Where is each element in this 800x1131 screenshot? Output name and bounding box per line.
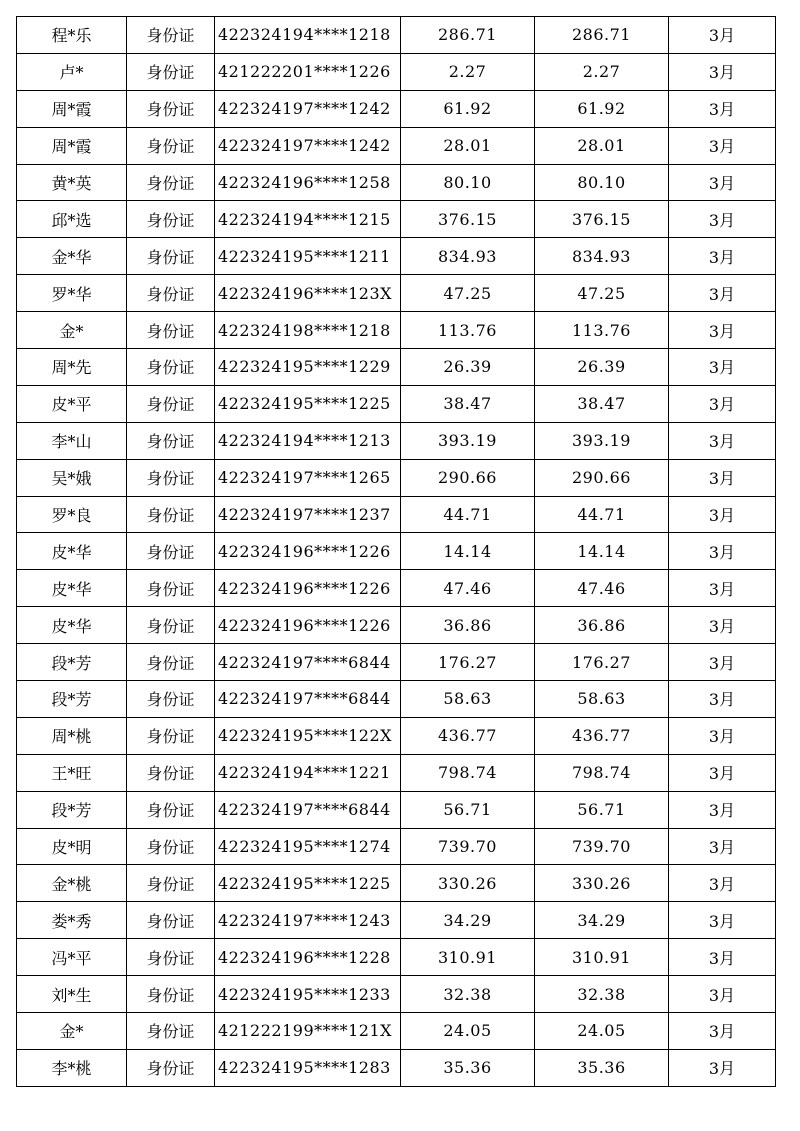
- id-number-cell: 421222201****1226: [215, 53, 401, 90]
- id-number-cell: 422324196****1228: [215, 939, 401, 976]
- id-number-cell: 422324196****1226: [215, 607, 401, 644]
- amount-paid-cell: 393.19: [535, 422, 669, 459]
- name-cell: 段*芳: [17, 681, 127, 718]
- name-cell: 皮*平: [17, 385, 127, 422]
- name-cell: 刘*生: [17, 976, 127, 1013]
- id-number-cell: 422324197****1242: [215, 127, 401, 164]
- table-row: [17, 865, 776, 902]
- name-cell: 娄*秀: [17, 902, 127, 939]
- month-cell: 3月: [669, 53, 776, 90]
- month-cell: 3月: [669, 570, 776, 607]
- id-type-cell: 身份证: [127, 275, 215, 312]
- name-cell: 邱*选: [17, 201, 127, 238]
- id-number-cell: 422324197****1265: [215, 459, 401, 496]
- table-row: [17, 496, 776, 533]
- table-row: [17, 976, 776, 1013]
- subsidy-table: [16, 16, 776, 1087]
- month-cell: 3月: [669, 754, 776, 791]
- table-row: [17, 791, 776, 828]
- amount-cell: 376.15: [401, 201, 535, 238]
- id-type-cell: 身份证: [127, 1013, 215, 1050]
- table-row: [17, 902, 776, 939]
- amount-paid-cell: 47.25: [535, 275, 669, 312]
- amount-paid-cell: 24.05: [535, 1013, 669, 1050]
- amount-paid-cell: 47.46: [535, 570, 669, 607]
- id-number-cell: 422324198****1218: [215, 312, 401, 349]
- id-number-cell: 422324197****6844: [215, 791, 401, 828]
- id-number-cell: 422324195****122X: [215, 717, 401, 754]
- amount-cell: 80.10: [401, 164, 535, 201]
- amount-cell: 798.74: [401, 754, 535, 791]
- month-cell: 3月: [669, 275, 776, 312]
- name-cell: 罗*良: [17, 496, 127, 533]
- amount-paid-cell: 798.74: [535, 754, 669, 791]
- name-cell: 金*华: [17, 238, 127, 275]
- amount-paid-cell: 310.91: [535, 939, 669, 976]
- month-cell: 3月: [669, 164, 776, 201]
- month-cell: 3月: [669, 976, 776, 1013]
- id-number-cell: 422324195****1225: [215, 385, 401, 422]
- amount-cell: 44.71: [401, 496, 535, 533]
- id-number-cell: 422324197****6844: [215, 644, 401, 681]
- id-type-cell: 身份证: [127, 1049, 215, 1086]
- month-cell: 3月: [669, 1049, 776, 1086]
- id-type-cell: 身份证: [127, 644, 215, 681]
- name-cell: 皮*华: [17, 570, 127, 607]
- amount-paid-cell: 290.66: [535, 459, 669, 496]
- amount-cell: 436.77: [401, 717, 535, 754]
- amount-cell: 35.36: [401, 1049, 535, 1086]
- amount-cell: 290.66: [401, 459, 535, 496]
- table-row: [17, 828, 776, 865]
- id-type-cell: 身份证: [127, 90, 215, 127]
- amount-paid-cell: 113.76: [535, 312, 669, 349]
- id-number-cell: 422324197****1243: [215, 902, 401, 939]
- id-number-cell: 422324194****1221: [215, 754, 401, 791]
- id-type-cell: 身份证: [127, 791, 215, 828]
- amount-paid-cell: 44.71: [535, 496, 669, 533]
- amount-cell: 61.92: [401, 90, 535, 127]
- month-cell: 3月: [669, 828, 776, 865]
- id-number-cell: 422324195****1211: [215, 238, 401, 275]
- id-type-cell: 身份证: [127, 681, 215, 718]
- amount-cell: 26.39: [401, 349, 535, 386]
- table-row: [17, 1049, 776, 1086]
- name-cell: 李*桃: [17, 1049, 127, 1086]
- table-row: [17, 570, 776, 607]
- id-type-cell: 身份证: [127, 902, 215, 939]
- amount-cell: 36.86: [401, 607, 535, 644]
- id-type-cell: 身份证: [127, 976, 215, 1013]
- amount-paid-cell: 28.01: [535, 127, 669, 164]
- month-cell: 3月: [669, 349, 776, 386]
- table-row: [17, 238, 776, 275]
- table-row: [17, 939, 776, 976]
- amount-cell: 176.27: [401, 644, 535, 681]
- amount-paid-cell: 61.92: [535, 90, 669, 127]
- id-number-cell: 422324196****1226: [215, 533, 401, 570]
- month-cell: 3月: [669, 533, 776, 570]
- month-cell: 3月: [669, 902, 776, 939]
- amount-cell: 58.63: [401, 681, 535, 718]
- name-cell: 冯*平: [17, 939, 127, 976]
- id-type-cell: 身份证: [127, 312, 215, 349]
- month-cell: 3月: [669, 496, 776, 533]
- amount-paid-cell: 376.15: [535, 201, 669, 238]
- amount-paid-cell: 26.39: [535, 349, 669, 386]
- month-cell: 3月: [669, 1013, 776, 1050]
- table-row: [17, 533, 776, 570]
- id-number-cell: 422324197****1237: [215, 496, 401, 533]
- name-cell: 金*桃: [17, 865, 127, 902]
- month-cell: 3月: [669, 90, 776, 127]
- name-cell: 卢*: [17, 53, 127, 90]
- amount-cell: 286.71: [401, 17, 535, 54]
- id-type-cell: 身份证: [127, 570, 215, 607]
- name-cell: 周*先: [17, 349, 127, 386]
- name-cell: 吴*娥: [17, 459, 127, 496]
- month-cell: 3月: [669, 17, 776, 54]
- amount-paid-cell: 176.27: [535, 644, 669, 681]
- table-row: [17, 681, 776, 718]
- name-cell: 罗*华: [17, 275, 127, 312]
- amount-paid-cell: 58.63: [535, 681, 669, 718]
- id-type-cell: 身份证: [127, 828, 215, 865]
- amount-paid-cell: 330.26: [535, 865, 669, 902]
- month-cell: 3月: [669, 939, 776, 976]
- id-type-cell: 身份证: [127, 127, 215, 164]
- table-row: [17, 644, 776, 681]
- id-type-cell: 身份证: [127, 201, 215, 238]
- id-type-cell: 身份证: [127, 53, 215, 90]
- month-cell: 3月: [669, 238, 776, 275]
- amount-cell: 38.47: [401, 385, 535, 422]
- amount-cell: 14.14: [401, 533, 535, 570]
- month-cell: 3月: [669, 717, 776, 754]
- month-cell: 3月: [669, 644, 776, 681]
- amount-cell: 2.27: [401, 53, 535, 90]
- id-number-cell: 422324195****1225: [215, 865, 401, 902]
- id-number-cell: 422324195****1274: [215, 828, 401, 865]
- amount-cell: 834.93: [401, 238, 535, 275]
- name-cell: 皮*明: [17, 828, 127, 865]
- id-type-cell: 身份证: [127, 349, 215, 386]
- id-number-cell: 422324197****1242: [215, 90, 401, 127]
- amount-cell: 47.25: [401, 275, 535, 312]
- id-type-cell: 身份证: [127, 422, 215, 459]
- table-row: [17, 349, 776, 386]
- table-row: [17, 385, 776, 422]
- name-cell: 黄*英: [17, 164, 127, 201]
- month-cell: 3月: [669, 681, 776, 718]
- id-number-cell: 422324196****123X: [215, 275, 401, 312]
- table-row: [17, 127, 776, 164]
- amount-paid-cell: 38.47: [535, 385, 669, 422]
- id-type-cell: 身份证: [127, 459, 215, 496]
- id-type-cell: 身份证: [127, 754, 215, 791]
- table-row: [17, 754, 776, 791]
- name-cell: 周*桃: [17, 717, 127, 754]
- amount-paid-cell: 14.14: [535, 533, 669, 570]
- name-cell: 段*芳: [17, 791, 127, 828]
- month-cell: 3月: [669, 201, 776, 238]
- name-cell: 金*: [17, 312, 127, 349]
- amount-paid-cell: 80.10: [535, 164, 669, 201]
- id-number-cell: 422324195****1233: [215, 976, 401, 1013]
- month-cell: 3月: [669, 385, 776, 422]
- table-row: [17, 1013, 776, 1050]
- id-type-cell: 身份证: [127, 238, 215, 275]
- amount-paid-cell: 739.70: [535, 828, 669, 865]
- amount-cell: 24.05: [401, 1013, 535, 1050]
- amount-cell: 28.01: [401, 127, 535, 164]
- table-row: [17, 312, 776, 349]
- name-cell: 段*芳: [17, 644, 127, 681]
- amount-cell: 393.19: [401, 422, 535, 459]
- table-body: [17, 17, 776, 1087]
- id-type-cell: 身份证: [127, 865, 215, 902]
- month-cell: 3月: [669, 312, 776, 349]
- amount-cell: 56.71: [401, 791, 535, 828]
- amount-paid-cell: 834.93: [535, 238, 669, 275]
- name-cell: 程*乐: [17, 17, 127, 54]
- table-row: [17, 53, 776, 90]
- amount-paid-cell: 34.29: [535, 902, 669, 939]
- table-row: [17, 164, 776, 201]
- amount-cell: 330.26: [401, 865, 535, 902]
- id-number-cell: 422324197****6844: [215, 681, 401, 718]
- id-number-cell: 422324196****1258: [215, 164, 401, 201]
- amount-cell: 113.76: [401, 312, 535, 349]
- amount-paid-cell: 32.38: [535, 976, 669, 1013]
- id-type-cell: 身份证: [127, 717, 215, 754]
- amount-paid-cell: 36.86: [535, 607, 669, 644]
- month-cell: 3月: [669, 459, 776, 496]
- amount-cell: 739.70: [401, 828, 535, 865]
- month-cell: 3月: [669, 865, 776, 902]
- table-row: [17, 275, 776, 312]
- name-cell: 皮*华: [17, 607, 127, 644]
- table-row: [17, 90, 776, 127]
- id-type-cell: 身份证: [127, 496, 215, 533]
- id-type-cell: 身份证: [127, 939, 215, 976]
- amount-cell: 47.46: [401, 570, 535, 607]
- table-row: [17, 201, 776, 238]
- id-number-cell: 422324194****1213: [215, 422, 401, 459]
- name-cell: 王*旺: [17, 754, 127, 791]
- id-type-cell: 身份证: [127, 164, 215, 201]
- id-number-cell: 422324196****1226: [215, 570, 401, 607]
- table-row: [17, 422, 776, 459]
- name-cell: 周*霞: [17, 90, 127, 127]
- amount-paid-cell: 286.71: [535, 17, 669, 54]
- month-cell: 3月: [669, 791, 776, 828]
- id-number-cell: 422324195****1283: [215, 1049, 401, 1086]
- table-row: [17, 717, 776, 754]
- table-row: [17, 459, 776, 496]
- id-type-cell: 身份证: [127, 607, 215, 644]
- amount-cell: 32.38: [401, 976, 535, 1013]
- name-cell: 周*霞: [17, 127, 127, 164]
- id-number-cell: 422324195****1229: [215, 349, 401, 386]
- amount-cell: 34.29: [401, 902, 535, 939]
- id-type-cell: 身份证: [127, 385, 215, 422]
- id-number-cell: 422324194****1215: [215, 201, 401, 238]
- table-row: [17, 17, 776, 54]
- amount-cell: 310.91: [401, 939, 535, 976]
- id-number-cell: 421222199****121X: [215, 1013, 401, 1050]
- id-type-cell: 身份证: [127, 533, 215, 570]
- name-cell: 皮*华: [17, 533, 127, 570]
- month-cell: 3月: [669, 127, 776, 164]
- table-row: [17, 607, 776, 644]
- name-cell: 金*: [17, 1013, 127, 1050]
- id-number-cell: 422324194****1218: [215, 17, 401, 54]
- name-cell: 李*山: [17, 422, 127, 459]
- amount-paid-cell: 56.71: [535, 791, 669, 828]
- amount-paid-cell: 2.27: [535, 53, 669, 90]
- month-cell: 3月: [669, 607, 776, 644]
- month-cell: 3月: [669, 422, 776, 459]
- amount-paid-cell: 35.36: [535, 1049, 669, 1086]
- amount-paid-cell: 436.77: [535, 717, 669, 754]
- id-type-cell: 身份证: [127, 17, 215, 54]
